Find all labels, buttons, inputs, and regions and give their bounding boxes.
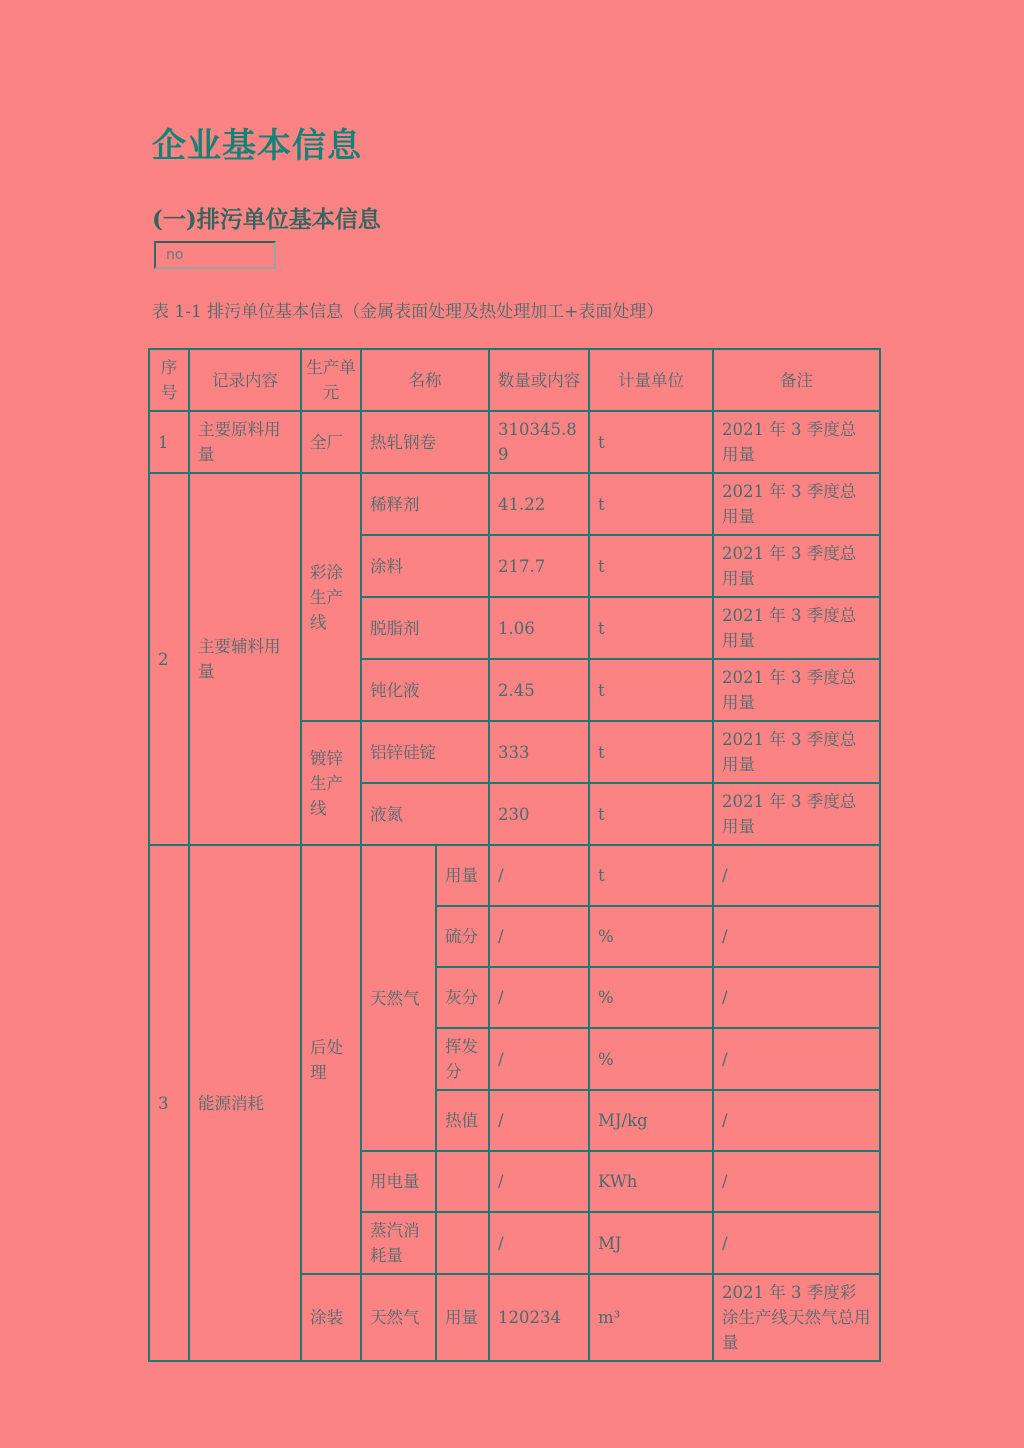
cell-tuzhuang-measure: m³: [589, 1274, 713, 1361]
cell-gas-prop-name: 灰分: [436, 967, 489, 1028]
cell-gas-prop-remark: /: [713, 906, 880, 967]
cell-material-remark: 2021 年 3 季度总用量: [713, 473, 880, 535]
cell-material-qty: 333: [489, 721, 589, 783]
cell-material-remark: 2021 年 3 季度总用量: [713, 659, 880, 721]
cell-gas-prop-remark: /: [713, 1090, 880, 1151]
cell-caitu-line: 彩涂生产线: [301, 473, 361, 721]
cell-tuzhuang-qty: 120234: [489, 1274, 589, 1361]
cell-steam-qty: /: [489, 1212, 589, 1274]
cell-gas-prop-measure: %: [589, 1028, 713, 1090]
cell-material-name: 脱脂剂: [361, 597, 489, 659]
cell-gas-prop-measure: %: [589, 906, 713, 967]
th-index: 序号: [149, 349, 189, 411]
cell-material-name: 稀释剂: [361, 473, 489, 535]
cell-material-name: 涂料: [361, 535, 489, 597]
th-production-unit: 生产单元: [301, 349, 361, 411]
cell-material-measure: t: [589, 535, 713, 597]
cell-gas-prop-qty: /: [489, 1028, 589, 1090]
cell-electricity-qty: /: [489, 1151, 589, 1212]
cell-gas-prop-qty: /: [489, 967, 589, 1028]
cell-steam-sub-empty: [436, 1212, 489, 1274]
cell-steam-measure: MJ: [589, 1212, 713, 1274]
cell-gas-prop-remark: /: [713, 1028, 880, 1090]
cell-material-measure: t: [589, 659, 713, 721]
cell-material-remark: 2021 年 3 季度总用量: [713, 783, 880, 845]
cell-material-qty: 217.7: [489, 535, 589, 597]
cell-gas-prop-name: 用量: [436, 845, 489, 906]
cell-electricity-remark: /: [713, 1151, 880, 1212]
cell-steam-name: 蒸汽消耗量: [361, 1212, 436, 1274]
cell-electricity-sub-empty: [436, 1151, 489, 1212]
cell-material-measure: t: [589, 473, 713, 535]
cell-gas-prop-qty: /: [489, 1090, 589, 1151]
cell-duxin-line: 镀锌生产线: [301, 721, 361, 845]
cell-gas-prop-remark: /: [713, 845, 880, 906]
section-heading: (一)排污单位基本信息: [152, 206, 381, 233]
cell-r3-index: 3: [149, 845, 189, 1361]
cell-gas-prop-measure: MJ/kg: [589, 1090, 713, 1151]
cell-material-measure: t: [589, 783, 713, 845]
cell-material-name: 液氮: [361, 783, 489, 845]
cell-material-name: 铝锌硅锭: [361, 721, 489, 783]
cell-material-remark: 2021 年 3 季度总用量: [713, 597, 880, 659]
cell-gas-prop-name: 挥发分: [436, 1028, 489, 1090]
cell-material-remark: 2021 年 3 季度总用量: [713, 721, 880, 783]
cell-r2-index: 2: [149, 473, 189, 845]
th-remark: 备注: [713, 349, 880, 411]
cell-material-measure: t: [589, 721, 713, 783]
cell-tuzhuang-unit: 涂装: [301, 1274, 361, 1361]
basic-info-table: [148, 348, 881, 1362]
cell-gas-prop-name: 热值: [436, 1090, 489, 1151]
cell-r1-name: 热轧钢卷: [361, 411, 489, 473]
th-measure-unit: 计量单位: [589, 349, 713, 411]
cell-tuzhuang-sub: 用量: [436, 1274, 489, 1361]
raw-material-row: [149, 411, 880, 473]
cell-steam-remark: /: [713, 1212, 880, 1274]
cell-material-qty: 230: [489, 783, 589, 845]
table-header-row: [149, 349, 880, 411]
cell-material-qty: 1.06: [489, 597, 589, 659]
page-title: 企业基本信息: [152, 126, 362, 166]
cell-r3-content: 能源消耗: [189, 845, 301, 1361]
th-record-content: 记录内容: [189, 349, 301, 411]
cell-material-name: 钝化液: [361, 659, 489, 721]
cell-gas-name: 天然气: [361, 845, 436, 1151]
cell-gas-prop-measure: t: [589, 845, 713, 906]
cell-gas-prop-name: 硫分: [436, 906, 489, 967]
cell-electricity-measure: KWh: [589, 1151, 713, 1212]
cell-material-measure: t: [589, 597, 713, 659]
cell-gas-prop-measure: %: [589, 967, 713, 1028]
cell-r2-content: 主要辅料用量: [189, 473, 301, 845]
energy-row: [149, 845, 880, 906]
cell-r1-measure: t: [589, 411, 713, 473]
cell-r1-unit: 全厂: [301, 411, 361, 473]
cell-r1-content: 主要原料用量: [189, 411, 301, 473]
th-quantity: 数量或内容: [489, 349, 589, 411]
cell-gas-prop-remark: /: [713, 967, 880, 1028]
no-input[interactable]: [154, 241, 276, 269]
content-area: [148, 118, 908, 1362]
cell-r1-qty: 310345.89: [489, 411, 589, 473]
cell-houchuli-unit: 后处理: [301, 845, 361, 1274]
cell-tuzhuang-remark: 2021 年 3 季度彩涂生产线天然气总用量: [713, 1274, 880, 1361]
cell-gas-prop-qty: /: [489, 906, 589, 967]
aux-material-row: [149, 473, 880, 535]
table-caption: 表 1-1 排污单位基本信息（金属表面处理及热处理加工+表面处理）: [152, 302, 664, 322]
cell-r1-index: 1: [149, 411, 189, 473]
cell-tuzhuang-name: 天然气: [361, 1274, 436, 1361]
cell-material-qty: 2.45: [489, 659, 589, 721]
cell-r1-remark: 2021 年 3 季度总用量: [713, 411, 880, 473]
th-name: 名称: [361, 349, 489, 411]
cell-electricity-name: 用电量: [361, 1151, 436, 1212]
cell-gas-prop-qty: /: [489, 845, 589, 906]
cell-material-remark: 2021 年 3 季度总用量: [713, 535, 880, 597]
cell-material-qty: 41.22: [489, 473, 589, 535]
